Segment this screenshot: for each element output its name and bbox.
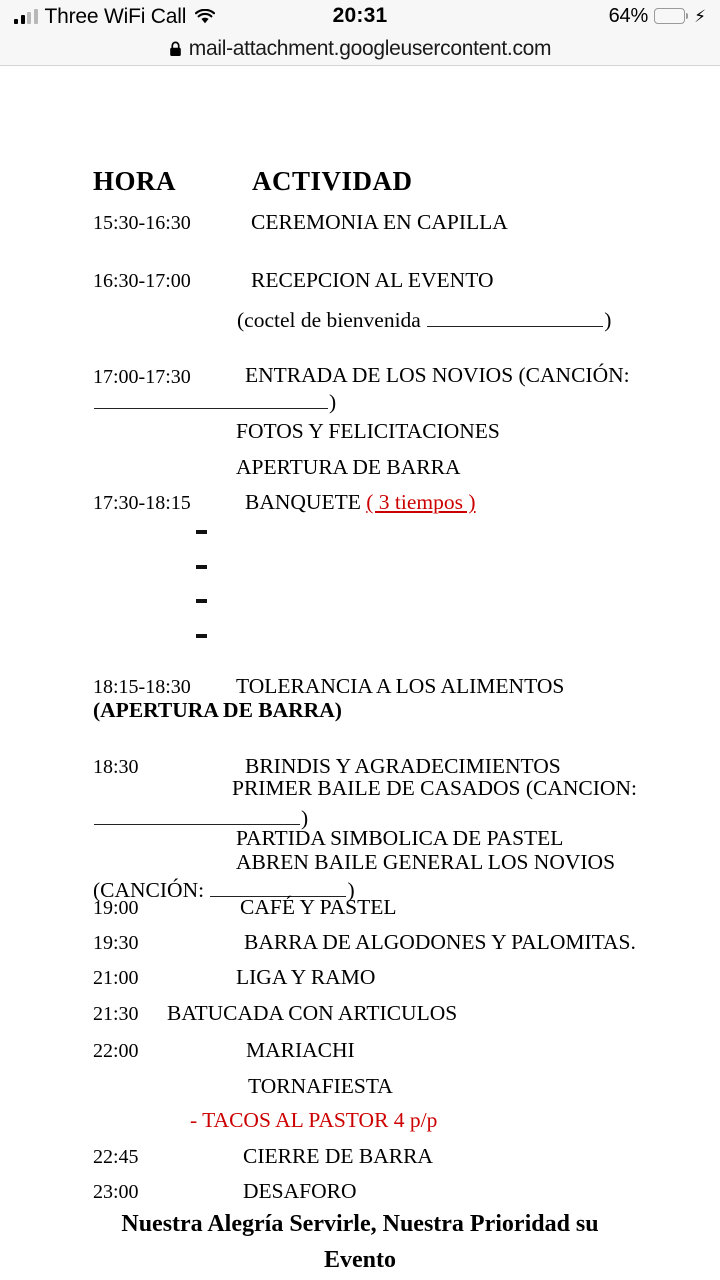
row-activity: BARRA DE ALGODONES Y PALOMITAS. bbox=[244, 930, 636, 954]
row-activity: BATUCADA CON ARTICULOS bbox=[167, 1001, 458, 1025]
row-time: 23:00 bbox=[93, 1181, 139, 1203]
row-activity: BRINDIS Y AGRADECIMIENTOS bbox=[245, 754, 561, 778]
row-activity: FOTOS Y FELICITACIONES bbox=[236, 419, 500, 443]
row-time: 15:30-16:30 bbox=[93, 212, 191, 234]
row-time: 19:30 bbox=[93, 932, 139, 954]
blank-fill-line[interactable] bbox=[427, 306, 603, 327]
row-activity: CAFÉ Y PASTEL bbox=[240, 895, 397, 919]
status-bar-right bbox=[609, 5, 706, 28]
row-time: 21:30 bbox=[93, 1003, 139, 1025]
row-time: 17:30-18:15 bbox=[93, 492, 191, 514]
row-activity: APERTURA DE BARRA bbox=[236, 455, 461, 479]
carrier-label: Three WiFi Call bbox=[44, 4, 187, 28]
row-activity: LIGA Y RAMO bbox=[236, 965, 376, 989]
row-time: 16:30-17:00 bbox=[93, 270, 191, 292]
banquete-label: BANQUETE bbox=[245, 490, 367, 514]
row-activity-coctel bbox=[237, 306, 611, 331]
row-activity: CEREMONIA EN CAPILLA bbox=[251, 210, 508, 234]
battery-icon bbox=[654, 8, 685, 24]
blank-fill-line[interactable] bbox=[94, 388, 328, 409]
row-time: 17:00-17:30 bbox=[93, 366, 191, 388]
status-bar bbox=[0, 0, 720, 32]
row-activity: RECEPCION AL EVENTO bbox=[251, 268, 494, 292]
row-activity: MARIACHI bbox=[246, 1038, 355, 1062]
cancion-prefix: (CANCIÓN: bbox=[93, 877, 210, 902]
row-time: 19:00 bbox=[93, 897, 139, 919]
row-activity: CIERRE DE BARRA bbox=[243, 1144, 433, 1168]
row-time: 18:30 bbox=[93, 756, 139, 778]
row-time: 21:00 bbox=[93, 967, 139, 989]
footer-tagline-line2: Evento bbox=[324, 1247, 396, 1273]
row-activity-banquete bbox=[245, 492, 476, 514]
row-activity: PRIMER BAILE DE CASADOS (CANCION: bbox=[232, 776, 637, 800]
cancion-suffix: ) bbox=[301, 805, 309, 830]
row-activity-cancion-blank bbox=[93, 388, 336, 413]
cancion-suffix: ) bbox=[347, 877, 355, 902]
blank-fill-line[interactable] bbox=[94, 804, 300, 825]
column-header-actividad: ACTIVIDAD bbox=[252, 166, 413, 196]
blank-fill-line[interactable] bbox=[210, 876, 346, 897]
battery-percentage-label: 64% bbox=[608, 4, 649, 27]
list-item bbox=[196, 565, 207, 569]
row-activity: TORNAFIESTA bbox=[248, 1074, 393, 1098]
row-time: 22:45 bbox=[93, 1146, 139, 1168]
list-item bbox=[196, 599, 207, 603]
row-activity: DESAFORO bbox=[243, 1179, 357, 1203]
status-bar-clock: 20:31 bbox=[332, 4, 388, 27]
row-activity: TOLERANCIA A LOS ALIMENTOS bbox=[236, 674, 565, 698]
document-body bbox=[0, 66, 720, 1280]
column-header-hora: HORA bbox=[93, 166, 176, 196]
row-activity: PARTIDA SIMBOLICA DE PASTEL bbox=[236, 826, 564, 850]
url-text: mail-attachment.googleusercontent.com bbox=[188, 36, 552, 60]
status-bar-left bbox=[14, 6, 215, 27]
row-time: 22:00 bbox=[93, 1040, 139, 1062]
row-time: 18:15-18:30 bbox=[93, 676, 191, 698]
list-item bbox=[196, 634, 207, 638]
cancion-suffix: ) bbox=[329, 389, 337, 414]
browser-chrome bbox=[0, 0, 720, 66]
footer-tagline-line1: Nuestra Alegría Servirle, Nuestra Prioridad su bbox=[121, 1211, 599, 1237]
row-activity: ABREN BAILE GENERAL LOS NOVIOS bbox=[236, 850, 616, 874]
url-bar[interactable] bbox=[0, 32, 720, 65]
row-activity-tacos: - TACOS AL PASTOR 4 p/p bbox=[190, 1108, 438, 1132]
coctel-text-prefix: (coctel de bienvenida bbox=[237, 307, 427, 332]
row-activity-apertura-barra: (APERTURA DE BARRA) bbox=[93, 698, 342, 722]
signal-bars-icon bbox=[14, 9, 38, 24]
list-item bbox=[196, 530, 207, 534]
banquete-tiempos-note: ( 3 tiempos ) bbox=[366, 490, 476, 514]
lock-icon bbox=[169, 41, 182, 57]
wifi-icon bbox=[195, 9, 215, 24]
lightning-bolt-icon: ⚡ bbox=[694, 6, 706, 26]
row-activity: ENTRADA DE LOS NOVIOS (CANCIÓN: bbox=[245, 363, 630, 387]
coctel-text-suffix: ) bbox=[604, 307, 612, 332]
